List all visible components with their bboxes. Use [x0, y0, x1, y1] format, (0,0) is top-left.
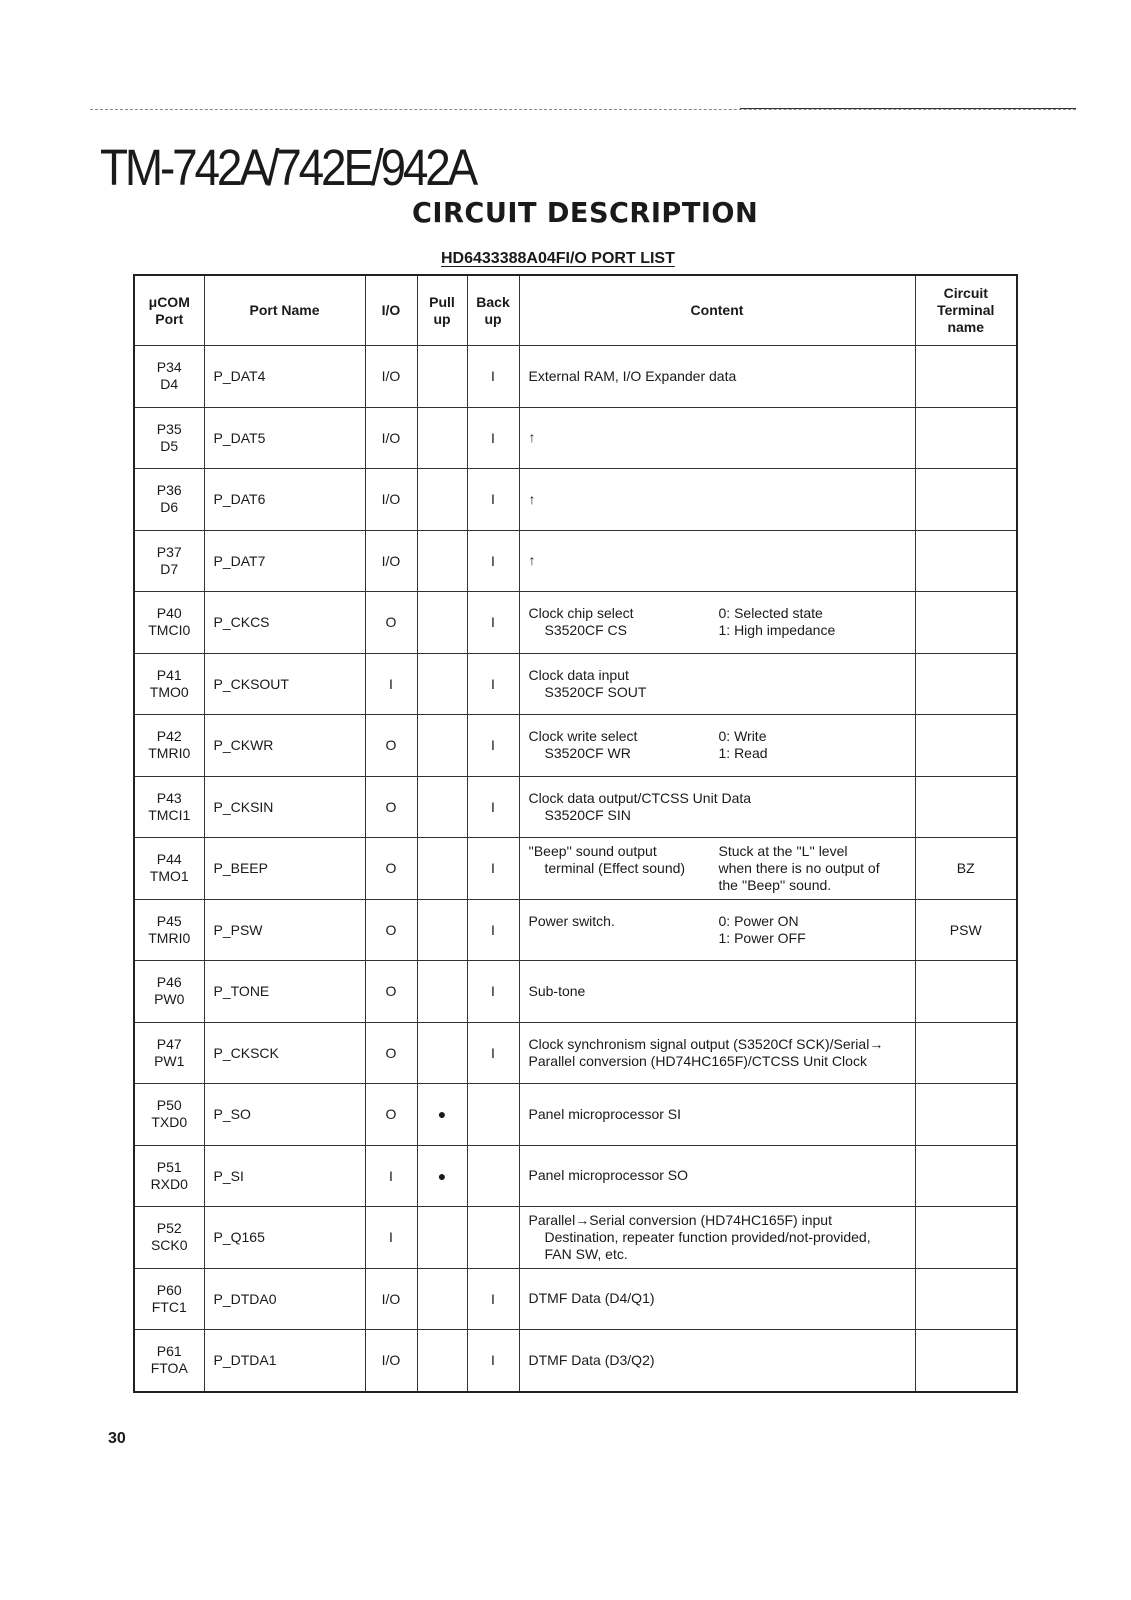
back-up-cell: I [467, 530, 519, 592]
content-main [529, 491, 915, 508]
port-id: P40 [156, 605, 182, 622]
pull-up-cell: ● [417, 1084, 467, 1146]
content-line: terminal (Effect sound) [544, 859, 686, 876]
terminal-name-cell: BZ [915, 838, 1017, 900]
pull-up-cell [417, 1207, 467, 1269]
content-cell [519, 838, 915, 900]
table-row [134, 1268, 1017, 1330]
content-cell [519, 653, 915, 715]
port-alt-function: TXD0 [151, 1114, 188, 1131]
io-cell: I/O [365, 407, 417, 469]
content-main [529, 1290, 915, 1307]
table-row [134, 530, 1017, 592]
terminal-name-cell [915, 1022, 1017, 1084]
content-line: Sub-tone [528, 982, 586, 999]
io-cell: O [365, 1022, 417, 1084]
col-header-port-name: Port Name [204, 275, 365, 346]
back-up-cell: I [467, 592, 519, 654]
terminal-name-cell [915, 1268, 1017, 1330]
content-main [529, 552, 915, 569]
terminal-name-cell [915, 346, 1017, 408]
content-line: S3520CF SIN [544, 806, 631, 823]
port-alt-function: RXD0 [150, 1175, 188, 1192]
content-line: Power switch. [528, 912, 615, 929]
terminal-name-cell [915, 1330, 1017, 1392]
terminal-name-cell [915, 961, 1017, 1023]
table-row [134, 407, 1017, 469]
pull-up-cell [417, 469, 467, 531]
port-name-cell: P_CKSIN [204, 776, 365, 838]
content-main [529, 1106, 915, 1123]
port-name-cell: P_DTDA0 [204, 1268, 365, 1330]
table-row [134, 899, 1017, 961]
table-row [134, 653, 1017, 715]
port-id: P41 [156, 666, 182, 683]
port-id: P50 [156, 1097, 182, 1114]
table-row [134, 776, 1017, 838]
port-cell [134, 346, 204, 408]
port-id: P45 [156, 912, 182, 929]
io-cell: I [365, 1145, 417, 1207]
content-line: ↑ [528, 490, 536, 507]
back-up-cell: I [467, 1022, 519, 1084]
content-cell [519, 899, 915, 961]
content-line: Destination, repeater function provided/not-provided, [544, 1228, 871, 1245]
col-header-port-l1: μCOM [148, 293, 190, 310]
content-body [529, 1212, 915, 1263]
pull-up-cell [417, 838, 467, 900]
content-body [529, 1167, 915, 1184]
port-name-cell: P_CKSOUT [204, 653, 365, 715]
content-cell [519, 961, 915, 1023]
content-main [529, 1352, 915, 1369]
table-row [134, 1330, 1017, 1392]
content-state-line: the ''Beep'' sound. [718, 876, 832, 893]
pull-up-cell: ● [417, 1145, 467, 1207]
terminal-name-cell [915, 469, 1017, 531]
content-body [529, 429, 915, 446]
content-body [529, 1352, 915, 1369]
back-up-cell: I [467, 776, 519, 838]
table-row [134, 469, 1017, 531]
content-body [529, 667, 915, 701]
port-name-cell: P_DAT4 [204, 346, 365, 408]
port-name-cell: P_SO [204, 1084, 365, 1146]
back-up-cell: I [467, 653, 519, 715]
content-state-line: when there is no output of [718, 859, 880, 876]
port-name-cell: P_Q165 [204, 1207, 365, 1269]
content-body [529, 843, 915, 894]
port-id: P37 [156, 543, 182, 560]
port-name-cell: P_BEEP [204, 838, 365, 900]
port-id: P46 [156, 974, 182, 991]
pull-up-cell [417, 530, 467, 592]
pull-up-cell [417, 653, 467, 715]
port-alt-function: D5 [160, 437, 179, 454]
back-up-cell [467, 1084, 519, 1146]
back-up-cell: I [467, 1330, 519, 1392]
content-line: Panel microprocessor SO [528, 1167, 689, 1184]
col-header-term-l1: Circuit [943, 285, 988, 301]
io-cell: I/O [365, 530, 417, 592]
port-name-cell: P_TONE [204, 961, 365, 1023]
col-header-back-l2: up [484, 310, 502, 327]
port-name-cell: P_CKSCK [204, 1022, 365, 1084]
io-cell: O [365, 961, 417, 1023]
content-main [529, 429, 915, 446]
port-id: P52 [156, 1220, 182, 1237]
table-row [134, 346, 1017, 408]
port-alt-function: FTC1 [151, 1298, 187, 1315]
terminal-name-cell: PSW [915, 899, 1017, 961]
port-list-title: HD6433388A04FI/O PORT LIST [441, 250, 675, 267]
top-rule-dashed [90, 109, 1076, 110]
port-alt-function: TMCI0 [148, 622, 191, 639]
content-body [529, 790, 915, 824]
io-cell: O [365, 592, 417, 654]
port-cell [134, 407, 204, 469]
pull-up-cell [417, 715, 467, 777]
port-cell [134, 1022, 204, 1084]
content-line: Panel microprocessor SI [528, 1105, 682, 1122]
port-alt-function: TMCI1 [148, 806, 191, 823]
col-header-terminal [915, 275, 1017, 346]
model-title: TM-742A/742E/942A [100, 139, 476, 196]
port-name-cell: P_CKCS [204, 592, 365, 654]
back-up-cell: I [467, 469, 519, 531]
io-cell: I/O [365, 469, 417, 531]
terminal-name-cell [915, 653, 1017, 715]
pull-up-cell [417, 961, 467, 1023]
terminal-name-cell [915, 1207, 1017, 1269]
port-id: P43 [156, 789, 182, 806]
port-cell [134, 1207, 204, 1269]
content-main [529, 1212, 915, 1263]
content-main [529, 605, 719, 639]
content-main [529, 913, 719, 947]
top-rule-solid [740, 108, 1076, 109]
content-cell [519, 592, 915, 654]
content-line: ''Beep'' sound output [528, 842, 657, 859]
port-id: P35 [156, 420, 182, 437]
col-header-term-l3: name [947, 319, 985, 335]
content-cell [519, 1084, 915, 1146]
pull-up-cell [417, 776, 467, 838]
back-up-cell: I [467, 1268, 519, 1330]
io-cell: O [365, 1084, 417, 1146]
io-cell: I/O [365, 346, 417, 408]
table-row [134, 715, 1017, 777]
content-main [529, 667, 915, 701]
port-name-cell: P_DAT6 [204, 469, 365, 531]
io-cell: I [365, 1207, 417, 1269]
terminal-name-cell [915, 407, 1017, 469]
port-name-cell: P_DTDA1 [204, 1330, 365, 1392]
port-name-cell: P_DAT5 [204, 407, 365, 469]
content-cell [519, 346, 915, 408]
content-line: Clock synchronism signal output (S3520Cf SCK)/Serial→ [528, 1035, 884, 1052]
content-main [529, 1036, 915, 1070]
port-name-cell: P_DAT7 [204, 530, 365, 592]
port-id: P60 [156, 1281, 182, 1298]
port-id: P42 [156, 728, 182, 745]
content-state [719, 728, 915, 762]
port-name-cell: P_SI [204, 1145, 365, 1207]
content-state-line: 1: Read [718, 745, 768, 762]
port-alt-function: PW1 [154, 1052, 185, 1069]
port-alt-function: TMRI0 [148, 929, 191, 946]
port-cell [134, 653, 204, 715]
content-cell [519, 530, 915, 592]
content-cell [519, 1145, 915, 1207]
content-body [529, 552, 915, 569]
port-id: P47 [156, 1035, 182, 1052]
content-state-line: 1: Power OFF [718, 929, 806, 946]
content-line: Parallel→Serial conversion (HD74HC165F) input [528, 1211, 832, 1228]
content-cell [519, 1207, 915, 1269]
section-title: CIRCUIT DESCRIPTION [412, 196, 759, 229]
content-body [529, 728, 915, 762]
pull-up-cell [417, 1022, 467, 1084]
content-line: Clock chip select [528, 605, 634, 622]
col-header-pull-up [417, 275, 467, 346]
content-main [529, 368, 915, 385]
content-state-line: Stuck at the ''L'' level [718, 842, 848, 859]
content-cell [519, 1022, 915, 1084]
back-up-cell: I [467, 715, 519, 777]
io-cell: I/O [365, 1268, 417, 1330]
content-state [719, 605, 915, 639]
content-body [529, 1036, 915, 1070]
pull-up-cell [417, 899, 467, 961]
content-state [719, 913, 915, 947]
back-up-cell: I [467, 346, 519, 408]
port-alt-function: TMO0 [149, 683, 189, 700]
content-cell [519, 1268, 915, 1330]
content-body [529, 913, 915, 947]
content-state-line: 0: Power ON [718, 912, 799, 929]
col-header-pull-l2: up [433, 310, 451, 327]
port-id: P34 [156, 359, 182, 376]
content-line: FAN SW, etc. [544, 1245, 628, 1262]
pull-up-cell [417, 592, 467, 654]
back-up-cell [467, 1207, 519, 1269]
port-id: P44 [156, 851, 182, 868]
content-main [529, 1167, 915, 1184]
table-row [134, 838, 1017, 900]
terminal-name-cell [915, 592, 1017, 654]
col-header-content: Content [519, 275, 915, 346]
io-cell: O [365, 838, 417, 900]
table-row [134, 961, 1017, 1023]
pull-up-cell [417, 1330, 467, 1392]
page-number: 30 [108, 1430, 126, 1447]
port-cell [134, 715, 204, 777]
content-line: DTMF Data (D3/Q2) [528, 1351, 655, 1368]
port-alt-function: SCK0 [150, 1237, 188, 1254]
io-cell: O [365, 715, 417, 777]
io-cell: I [365, 653, 417, 715]
content-body [529, 605, 915, 639]
content-line: ↑ [528, 429, 536, 446]
terminal-name-cell [915, 1145, 1017, 1207]
col-header-port-l2: Port [155, 310, 184, 327]
content-line: DTMF Data (D4/Q1) [528, 1290, 655, 1307]
content-line: ↑ [528, 552, 536, 569]
table-row [134, 1084, 1017, 1146]
content-cell [519, 469, 915, 531]
content-body [529, 368, 915, 385]
port-alt-function: TMO1 [149, 868, 189, 885]
port-alt-function: TMRI0 [148, 745, 191, 762]
table-row [134, 1022, 1017, 1084]
port-name-cell: P_CKWR [204, 715, 365, 777]
io-cell: O [365, 899, 417, 961]
col-header-pull-l1: Pull [429, 293, 455, 310]
table-row [134, 592, 1017, 654]
content-line: S3520CF WR [544, 745, 631, 762]
port-cell [134, 961, 204, 1023]
content-state-line: 1: High impedance [718, 622, 836, 639]
content-cell [519, 776, 915, 838]
io-cell: O [365, 776, 417, 838]
col-header-term-l2: Terminal [937, 302, 995, 318]
back-up-cell [467, 1145, 519, 1207]
port-cell [134, 776, 204, 838]
col-header-back-up [467, 275, 519, 346]
content-line: Clock write select [528, 728, 638, 745]
content-main [529, 790, 915, 824]
port-cell [134, 1145, 204, 1207]
pull-up-cell [417, 407, 467, 469]
content-body [529, 983, 915, 1000]
content-cell [519, 1330, 915, 1392]
port-alt-function: FTOA [150, 1360, 188, 1377]
content-body [529, 491, 915, 508]
back-up-cell: I [467, 899, 519, 961]
port-name-cell: P_PSW [204, 899, 365, 961]
content-line: S3520CF CS [544, 622, 627, 639]
content-main [529, 843, 719, 894]
table-row [134, 1207, 1017, 1269]
port-alt-function: PW0 [154, 991, 185, 1008]
pull-up-cell [417, 1268, 467, 1330]
content-state-line: 0: Write [718, 728, 767, 745]
table-row [134, 1145, 1017, 1207]
port-cell [134, 1084, 204, 1146]
back-up-cell: I [467, 961, 519, 1023]
io-cell: I/O [365, 1330, 417, 1392]
port-id: P36 [156, 482, 182, 499]
terminal-name-cell [915, 776, 1017, 838]
col-header-back-l1: Back [476, 293, 510, 310]
port-cell [134, 1268, 204, 1330]
port-cell [134, 469, 204, 531]
port-alt-function: D4 [160, 376, 179, 393]
content-state [719, 843, 915, 894]
terminal-name-cell [915, 530, 1017, 592]
port-id: P61 [156, 1343, 182, 1360]
port-cell [134, 530, 204, 592]
terminal-name-cell [915, 1084, 1017, 1146]
back-up-cell: I [467, 407, 519, 469]
content-state-line: 0: Selected state [718, 605, 823, 622]
port-cell [134, 592, 204, 654]
content-line: Clock data input [528, 666, 629, 683]
content-cell [519, 407, 915, 469]
content-line: External RAM, I/O Expander data [528, 367, 737, 384]
content-line: Parallel conversion (HD74HC165F)/CTCSS Unit Clock [528, 1052, 867, 1069]
content-body [529, 1290, 915, 1307]
content-main [529, 983, 915, 1000]
table-header-row [134, 275, 1017, 346]
port-id: P51 [156, 1158, 182, 1175]
port-alt-function: D7 [160, 560, 179, 577]
content-line: S3520CF SOUT [544, 683, 647, 700]
col-header-port [134, 275, 204, 346]
port-cell [134, 899, 204, 961]
port-cell [134, 838, 204, 900]
terminal-name-cell [915, 715, 1017, 777]
content-main [529, 728, 719, 762]
content-body [529, 1106, 915, 1123]
port-alt-function: D6 [160, 499, 179, 516]
port-cell [134, 1330, 204, 1392]
pull-up-cell [417, 346, 467, 408]
content-line: Clock data output/CTCSS Unit Data [528, 789, 752, 806]
port-table [133, 274, 1018, 1393]
col-header-io: I/O [365, 275, 417, 346]
back-up-cell: I [467, 838, 519, 900]
content-cell [519, 715, 915, 777]
